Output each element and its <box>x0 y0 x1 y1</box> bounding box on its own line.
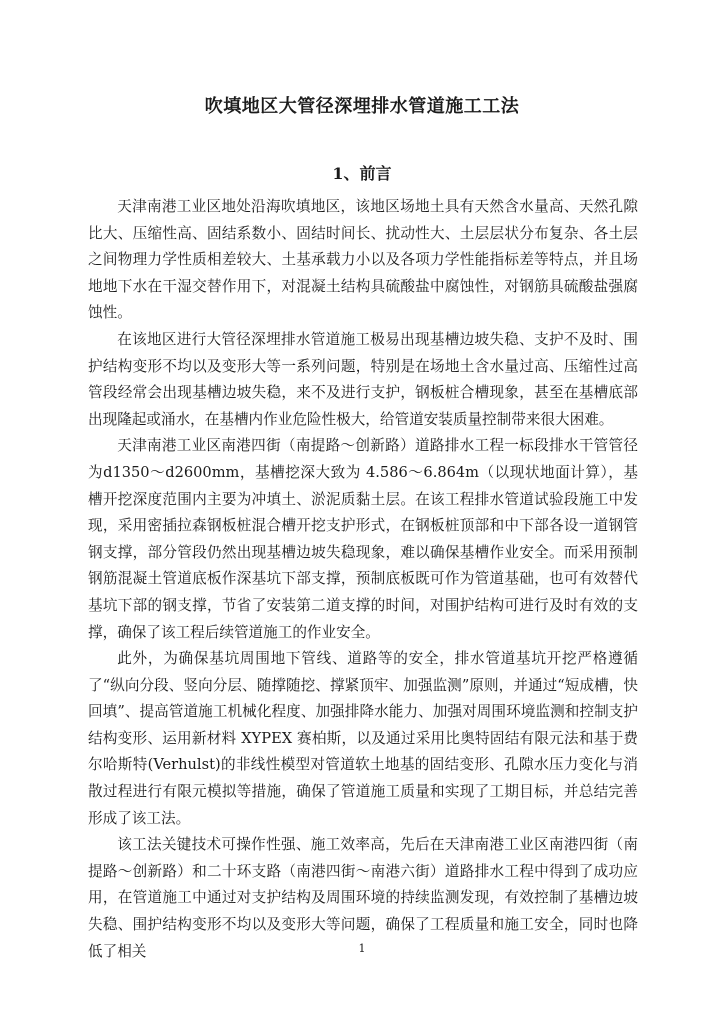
paragraph: 天津南港工业区地处沿海吹填地区，该地区场地土具有天然含水量高、天然孔隙比大、压缩性高、固结系数小、固结时间长、扰动性大、土层层状分布复杂、各土层之间物理力学性质相差较大、土基承载力小以及各项力学性能指标差等特点，并且场地地下水在干湿交替作用下，对混凝土结构具硫酸盐中腐蚀性，对钢筋具硫酸盐强腐蚀性。 <box>88 198 638 322</box>
paragraph: 该工法关键技术可操作性强、施工效率高，先后在天津南港工业区南港四街（南提路～创新路）和二十环支路（南港四街～南港六街）道路排水工程中得到了成功应用，在管道施工中通过对支护结构及周围环境的持续监测发现，有效控制了基槽边坡失稳、围护结构变形不均以及变形大等问题，确保了工程质量和施工安全，同时也降低了相关 <box>88 836 638 960</box>
paragraph: 天津南港工业区南港四街（南提路～创新路）道路排水工程一标段排水干管管径为d1350～d2600mm，基槽挖深大致为 4.586～6.864m（以现状地面计算），基槽开挖深度范围内主要为冲填土、淤泥质黏土层。在该工程排水管道试验段施工中发现，采用密插拉森钢板桩混合槽开挖支护形式，在钢板桩顶部和中下部各设一道钢管钢支撑，部分管段仍然出现基槽边坡失稳现象，难以确保基槽作业安全。而采用预制钢筋混凝土管道底板作深基坑下部支撑，预制底板既可作为管道基础，也可有效替代基坑下部的钢支撑，节省了安装第二道支撑的时间，对围护结构可进行及时有效的支撑，确保了该工程后续管道施工的作业安全。 <box>88 437 638 641</box>
section-heading: 1、前言 <box>332 164 392 183</box>
paragraph: 此外，为确保基坑周围地下管线、道路等的安全，排水管道基坑开挖严格遵循了“纵向分段、竖向分层、随撑随挖、撑紧顶牢、加强监测”原则，并通过“短成槽，快回填”、提高管道施工机械化程度、加强排降水能力、加强对周围环境监测和控制支护结构变形、运用新材料 XYPEX 赛柏斯，以及通过采用比奥特固结有限元法和基于费尔哈斯特(Verhulst)的非线性模型对管道软土地基的固结变形、孔隙水压力变化与消散过程进行有限元模拟等措施，确保了管道施工质量和实现了工期目标，并总结完善形成了该工法。 <box>88 650 638 827</box>
body-text <box>88 194 638 965</box>
document-title: 吹填地区大管径深埋排水管道施工工法 <box>204 96 520 117</box>
page-number: 1 <box>358 942 366 955</box>
paragraph: 在该地区进行大管径深埋排水管道施工极易出现基槽边坡失稳、支护不及时、围护结构变形不均以及变形大等一系列问题，特别是在场地土含水量过高、压缩性过高管段经常会出现基槽边坡失稳，来不及进行支护，钢板桩合槽现象，甚至在基槽底部出现隆起或涌水，在基槽内作业危险性极大，给管道安装质量控制带来很大困难。 <box>88 330 638 428</box>
